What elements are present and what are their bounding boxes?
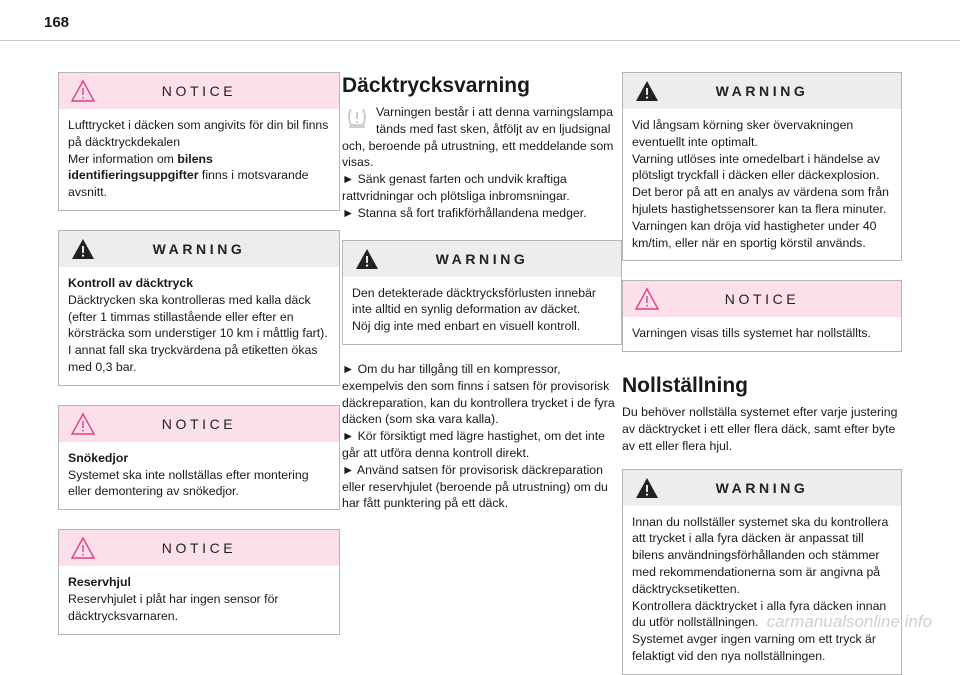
- notice-title: Reservhjul: [68, 575, 131, 590]
- warning-text: Varning utlöses inte omedelbart i händelse av plötsligt tryckfall i däcken eller däckexplosion. Det beror på att en analys av värdena som från hjulets hastighetssensorer kan ta flera minuter.: [632, 151, 890, 216]
- notice-text: Varningen visas tills systemet har nollställts.: [632, 326, 871, 341]
- warning-title: Kontroll av däcktryck: [68, 275, 194, 290]
- notice-title: Snökedjor: [68, 450, 129, 465]
- page-number: 168: [44, 14, 70, 31]
- notice-header: [59, 73, 339, 109]
- warning-text: Däcktrycken ska kontrolleras med kalla däck (efter 1 timmas stillastående eller efter en körsträcka som understiger 10 km i måttlig fart).: [68, 292, 328, 341]
- warning-text: Kontrollera däcktrycket i alla fyra däcken innan du utför nollställningen.: [632, 598, 887, 630]
- warning-box-tire-check: [58, 230, 340, 386]
- notice-triangle-icon: [70, 79, 96, 103]
- notice-header: [623, 281, 901, 317]
- notice-box-spare-wheel: [58, 529, 340, 634]
- instruction-item: ► Kör försiktigt med lägre hastighet, om det inte går att utföra denna kontroll direkt.: [342, 429, 606, 460]
- tire-pressure-warning-lamp-icon: [344, 104, 370, 130]
- warning-header: [343, 241, 621, 277]
- instructions: [342, 171, 622, 221]
- section-heading-tire-pressure-warning: Däcktrycksvarning: [342, 74, 530, 97]
- instruction-item: ► Stanna så fort trafikförhållandena medger.: [342, 205, 587, 220]
- instructions-continued: [342, 361, 622, 512]
- warning-label: WARNING: [715, 83, 809, 99]
- notice-box-reset-display: [622, 280, 902, 352]
- instruction-item: ► Använd satsen för provisorisk däckreparation eller reservhjulet (beroende på utrustning) om du har fått punktering på ett däck.: [342, 462, 608, 511]
- intro-paragraph: [342, 104, 622, 171]
- warning-text: Den detekterade däcktrycksförlusten innebär inte alltid en synlig deformation av däcket.: [352, 285, 597, 317]
- reset-text: Du behöver nollställa systemet efter varje justering av däcktrycket i ett eller flera däck, samt efter byte av ett eller flera hjul.: [622, 405, 898, 453]
- notice-triangle-icon: [634, 287, 660, 311]
- column-middle: [342, 74, 622, 512]
- warning-text: Nöj dig inte med enbart en visuell kontroll.: [352, 319, 581, 334]
- notice-header: [59, 406, 339, 442]
- notice-label: NOTICE: [161, 415, 237, 432]
- warning-box-monitoring: [622, 72, 902, 261]
- column-left: [58, 72, 340, 654]
- notice-header: [59, 530, 339, 566]
- warning-header: [623, 470, 901, 506]
- warning-header: [59, 231, 339, 267]
- notice-box-snow-chains: [58, 405, 340, 510]
- warning-box-deformation: [342, 240, 622, 345]
- column-right: [622, 72, 902, 675]
- notice-triangle-icon: [70, 412, 96, 436]
- warning-triangle-icon: [354, 247, 380, 271]
- notice-label: NOTICE: [161, 83, 237, 99]
- notice-label: NOTICE: [161, 540, 237, 557]
- watermark: carmanualsonline.info: [766, 612, 932, 631]
- warning-box-before-reset: [622, 469, 902, 675]
- intro-text: Varningen består i att denna varningslampa tänds med fast sken, åtföljt av en ljudsignal och, beroende på utrustning, ett meddelande som visas.: [342, 105, 614, 170]
- warning-text: Varningen kan dröja vid hastigheter under 40 km/tim, eller när en sportig körstil används.: [632, 218, 877, 250]
- warning-header: [623, 73, 901, 109]
- warning-triangle-icon: [70, 237, 96, 261]
- notice-text-more-info: Mer information om bilens identifieringsuppgifter finns i motsvarande avsnitt.: [68, 151, 309, 200]
- notice-text: Systemet ska inte nollställas efter montering eller demontering av snökedjor.: [68, 467, 309, 499]
- warning-text: Innan du nollställer systemet ska du kontrollera att trycket i alla fyra däcken är anpassat till bilens användningsförhållanden och stämmer med rekommendationerna som är angivna på däcktrycksetiketten.: [632, 514, 889, 596]
- notice-box-tire-pressure-label: [58, 72, 340, 211]
- warning-text: Systemet avger ingen varning om ett tryck är felaktigt vid den nya nollställningen.: [632, 632, 876, 663]
- notice-text: Lufttrycket i däcken som angivits för din bil finns på däcktryckdekalen: [68, 118, 329, 149]
- instruction-item: ► Sänk genast farten och undvik kraftiga rattvridningar och plötsliga inbromsningar.: [342, 172, 570, 203]
- reset-paragraph: [622, 404, 902, 454]
- warning-label: WARNING: [152, 240, 246, 257]
- section-heading-reset: Nollställning: [622, 374, 748, 398]
- warning-label: WARNING: [435, 250, 529, 267]
- warning-text: I annat fall ska tryckvärdena på etiketten ökas med 0,3 bar.: [68, 343, 318, 374]
- warning-label: WARNING: [715, 479, 809, 496]
- notice-text: Reservhjulet i plåt har ingen sensor för däcktrycksvarnaren.: [68, 591, 279, 623]
- warning-triangle-icon: [634, 79, 660, 103]
- header-divider: [0, 40, 960, 41]
- notice-label: NOTICE: [724, 291, 800, 308]
- notice-triangle-icon: [70, 536, 96, 560]
- warning-triangle-icon: [634, 476, 660, 500]
- instruction-item: ► Om du har tillgång till en kompressor, exempelvis den som finns i satsen för provisorisk däckreparation, kan du kontrollera trycket i de fyra däcken (som ska vara kalla).: [342, 361, 615, 427]
- warning-text: Vid långsam körning sker övervakningen eventuellt inte optimalt.: [632, 118, 854, 149]
